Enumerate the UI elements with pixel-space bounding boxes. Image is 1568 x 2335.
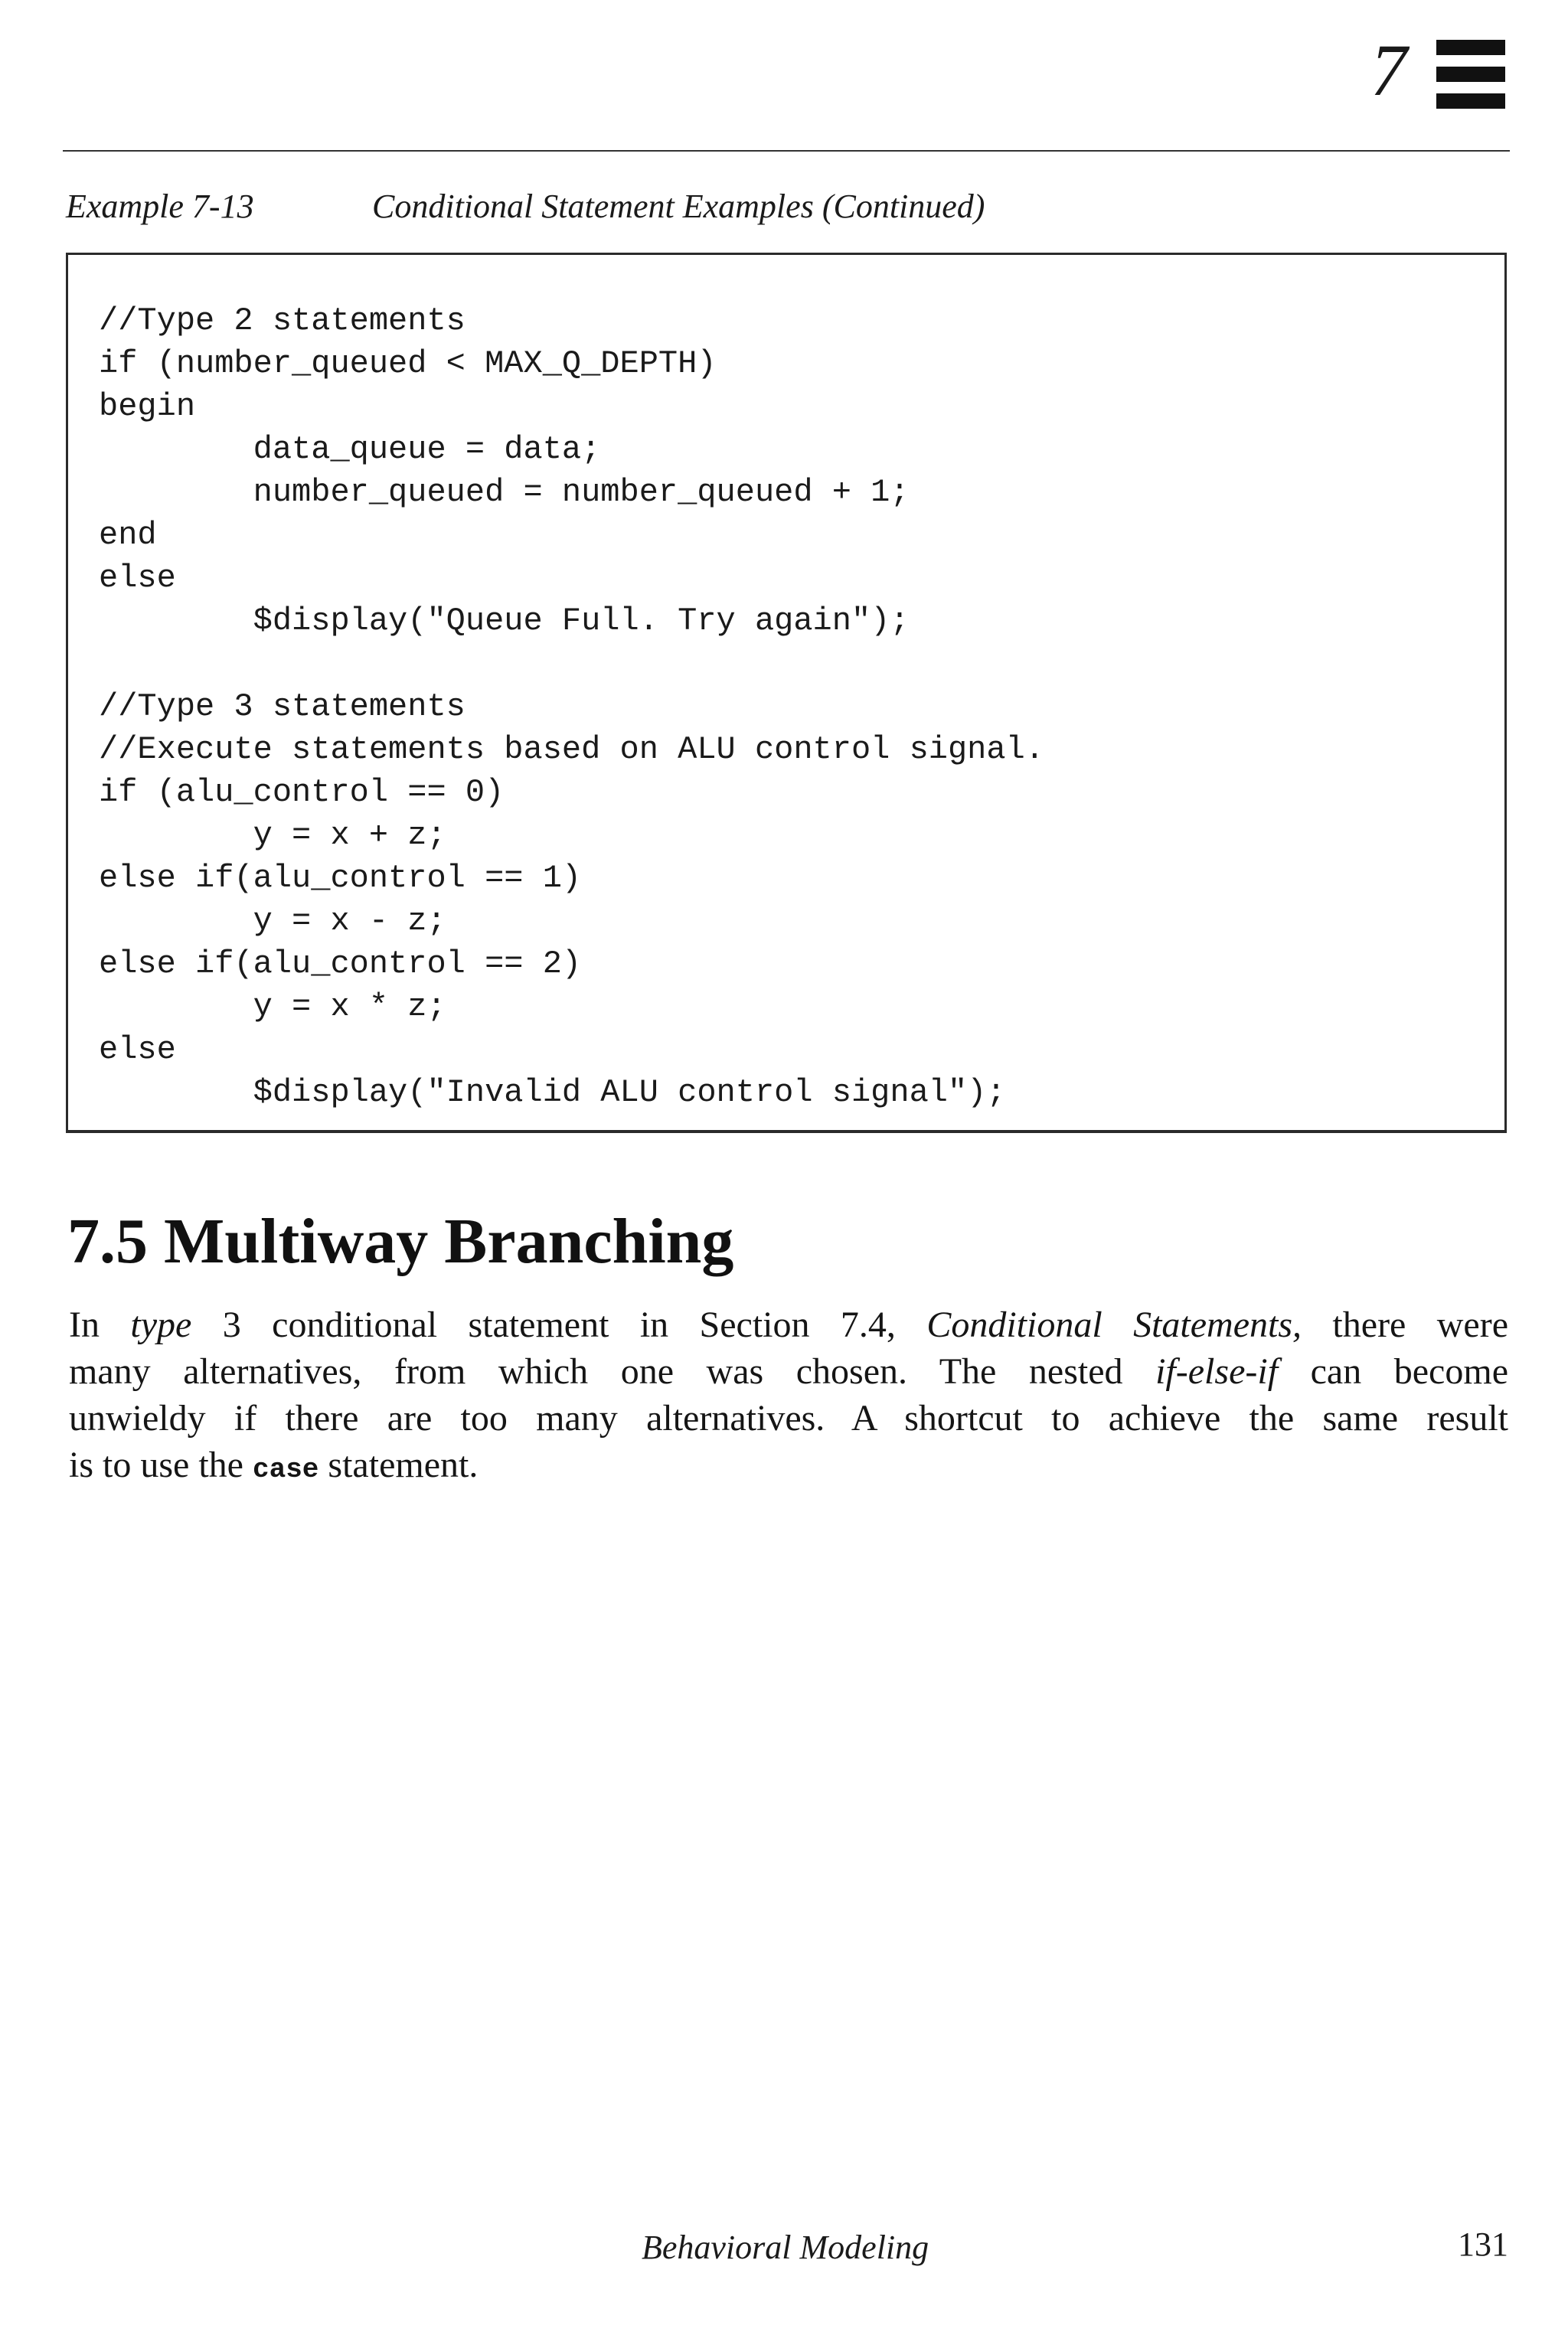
code-line: else — [99, 1031, 176, 1068]
code-line: y = x + z; — [99, 817, 446, 854]
code-line: //Type 2 statements — [99, 302, 466, 339]
code-line: y = x * z; — [99, 988, 446, 1025]
emphasis-if-else-if: if-else-if — [1155, 1351, 1279, 1392]
code-line: $display("Invalid ALU control signal"); — [99, 1074, 1006, 1111]
paragraph-line: is to use the case statement. — [69, 1445, 479, 1485]
code-line: else if(alu_control == 2) — [99, 945, 582, 982]
chapter-tab-bars-icon — [1436, 40, 1505, 120]
header-rule — [63, 150, 1510, 152]
emphasis-type: type — [130, 1305, 192, 1345]
code-line: end — [99, 517, 157, 554]
section-paragraph — [69, 1301, 1508, 1493]
section-heading: 7.5 Multiway Branching — [67, 1206, 734, 1277]
running-footer-title: Behavioral Modeling — [642, 2229, 929, 2266]
code-line: $display("Queue Full. Try again"); — [99, 603, 910, 639]
code-line: number_queued = number_queued + 1; — [99, 474, 910, 511]
example-label: Example 7-13 — [66, 188, 254, 225]
code-line: //Execute statements based on ALU control signal. — [99, 731, 1045, 768]
code-line: if (alu_control == 0) — [99, 774, 505, 811]
code-listing-box — [66, 253, 1507, 1133]
code-line: //Type 3 statements — [99, 688, 466, 725]
keyword-case: case — [252, 1454, 319, 1485]
chapter-number: 7 — [1370, 29, 1407, 111]
code-line: if (number_queued < MAX_Q_DEPTH) — [99, 345, 717, 382]
code-line: begin — [99, 388, 196, 425]
paragraph-line: In type 3 conditional statement in Section 7.4, Conditional Statements, there were — [69, 1305, 1509, 1345]
code-line: y = x - z; — [99, 903, 446, 939]
example-title: Conditional Statement Examples (Continued) — [372, 188, 985, 225]
code-line: else — [99, 560, 176, 596]
page-number: 131 — [1458, 2226, 1508, 2263]
paragraph-line: many alternatives, from which one was chosen. The nested if-else-if can become — [69, 1351, 1508, 1392]
code-line: else if(alu_control == 1) — [99, 860, 582, 896]
code-line: data_queue = data; — [99, 431, 601, 468]
paragraph-line: unwieldy if there are too many alternatives. A shortcut to achieve the same result — [69, 1398, 1508, 1439]
emphasis-section-title: Conditional Statements, — [926, 1305, 1302, 1345]
